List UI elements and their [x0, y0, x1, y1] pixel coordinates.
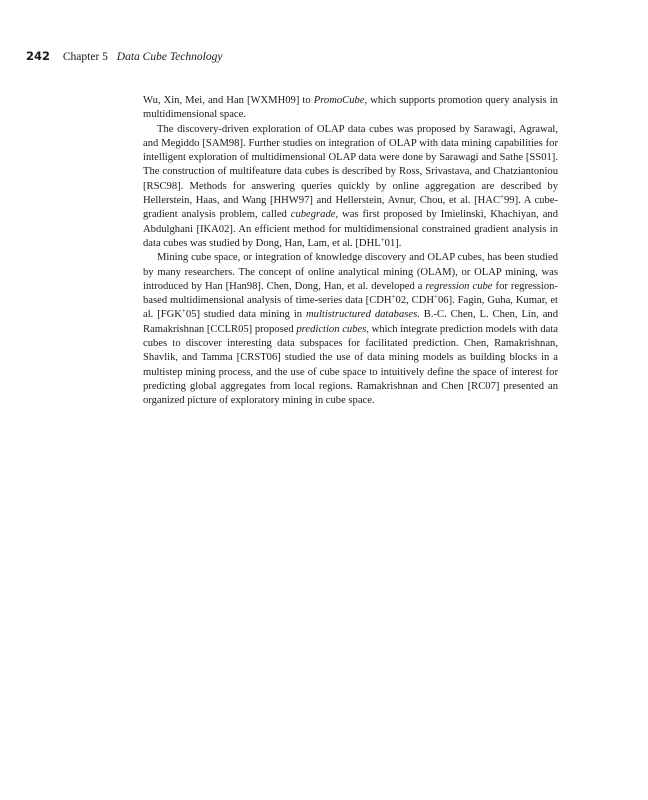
text-run: Mining cube space, or integration of knowledge discovery and OLAP cubes, has been studied by many researchers. The concept of online analytical mining (OLAM), or OLAP mining, was introduced by Han [Han98]. Chen, Dong, Han, et al. developed a [143, 252, 558, 292]
running-head [26, 49, 222, 64]
text-run: for regression-based multidimensional analysis of time-series data [CDH [143, 280, 558, 307]
text-run: The discovery-driven exploration of OLAP data cubes was proposed by Sarawagi, Agrawal, and Megiddo [SAM98]. Further studies on integration of OLAP with data mining capabilities for intelligent exploration of multidimensional OLAP data were done by Sarawagi and Sathe [SS01]. The construction of multifeature data cubes is described by Ross, Srivastava, and Chatziantoniou [RSC98]. Methods for answering queries quickly by online aggregation are described by Hellerstein, Haas, and Wang [HHW97] and Hellerstein, Avnur, Chou, et al. [HAC [143, 123, 558, 207]
superscript-plus: + [434, 293, 438, 302]
superscript-plus: + [391, 293, 396, 302]
paragraph-cube-mining [143, 251, 558, 408]
text-run: which supports promotion query analysis in multidimensional space. [143, 95, 558, 121]
superscript-plus: + [181, 307, 186, 316]
body-text [143, 94, 558, 409]
chapter-label: Chapter 5 [62, 51, 108, 63]
italic-term: cubegrade, [290, 209, 339, 221]
italic-term: PromoCube, [313, 95, 368, 106]
italic-term: regression cube [425, 280, 493, 292]
paragraph-olap-exploration [143, 123, 558, 252]
text-run: 06]. Fagin, Guha, Kumar, et al. [FGK [143, 295, 558, 321]
text-run: 01]. [384, 237, 402, 249]
text-run: 02, CDH [395, 295, 435, 307]
text-run: Wu, Xin, Mei, and Han [WXMH09] to [143, 95, 314, 106]
italic-term: multistructured databases. [306, 309, 420, 321]
page-number: 242 [26, 49, 51, 63]
chapter-title: Data Cube Technology [116, 51, 223, 63]
paragraph-continued [143, 94, 558, 123]
text-run: 99]. A cube-gradient analysis problem, called [143, 195, 558, 221]
italic-term: prediction cubes, [296, 323, 369, 335]
text-run: which integrate prediction models with data cubes to discover interesting data subspaces for facilitated prediction. Chen, Ramakrishnan, Shavlik, and Tamma [CRST06] studied the use of data mining models as building blocks in a multistep mining process, and the use of cube space to intuitively define the space of interest for predicting global aggregates from local regions. Ramakrishnan and Chen [RC07] presented an organized picture of exploratory mining in cube space. [143, 323, 558, 407]
superscript-plus: + [500, 193, 504, 202]
text-run: was first proposed by Imielinski, Khachiyan, and Abdulghani [IKA02]. An efficient method for multidimensional constrained gradient analysis in data cubes was studied by Dong, Han, Lam, et al. [DHL [143, 209, 558, 249]
text-run: B.-C. Chen, L. Chen, Lin, and Ramakrishnan [CCLR05] proposed [143, 309, 558, 335]
text-run: 05] studied data mining in [185, 309, 306, 321]
superscript-plus: + [380, 235, 385, 244]
